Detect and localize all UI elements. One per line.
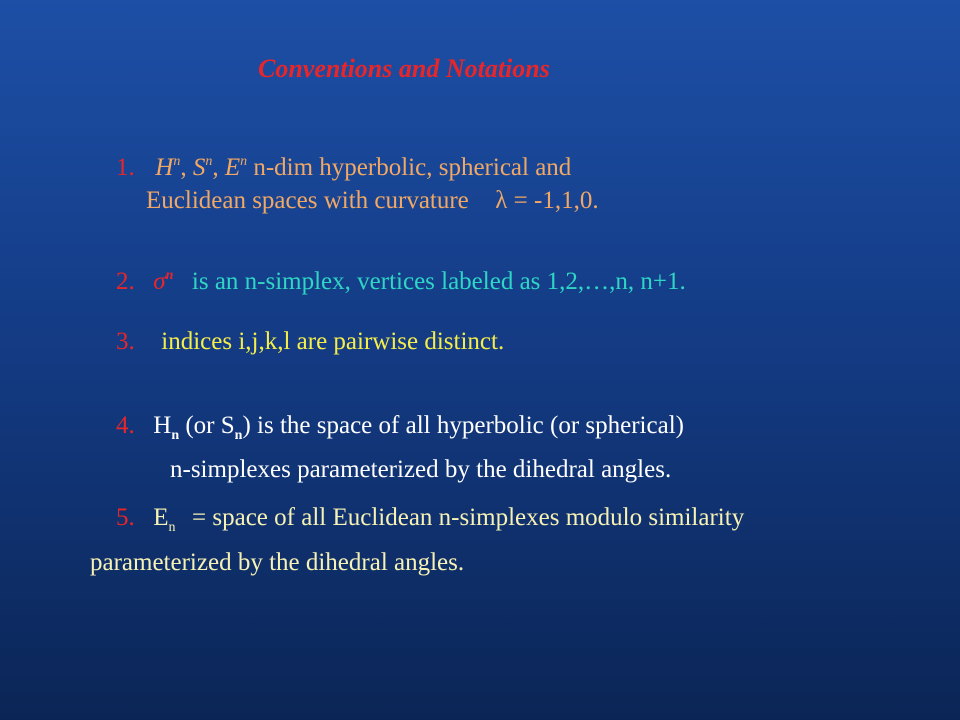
sigma-superscript: n (165, 268, 174, 283)
item-5-text-b: parameterized by the dihedral angles. (90, 549, 465, 576)
s-symbol: S (192, 154, 206, 181)
e-subscript: n (168, 520, 176, 535)
item-5-number: 5. (116, 504, 135, 531)
item-1-number: 1. (116, 154, 135, 181)
e-superscript: n (240, 154, 248, 169)
lambda-symbol: λ (495, 187, 508, 214)
item-4-line-2 (170, 455, 671, 485)
e-symbol: E (224, 154, 241, 181)
h-superscript: n (173, 154, 181, 169)
s-subscript: n (234, 428, 243, 443)
item-1-text-a: n-dim hyperbolic, spherical and (253, 154, 572, 181)
item-1-line-2 (146, 186, 599, 216)
item-1-line-1 (116, 147, 571, 183)
item-2-text-b: vertices labeled as 1,2,…,n, n+1. (357, 268, 686, 295)
item-5-text-a: = space of all Euclidean n-simplexes modulo similarity (192, 504, 745, 531)
item-2-text-a: is an n-simplex, (191, 268, 351, 295)
sigma-glyph: σ (153, 268, 166, 295)
item-2-line (116, 261, 686, 297)
separator: , (180, 154, 193, 181)
item-3-line (116, 327, 504, 357)
item-4-text-a: ) is the space of all hyperbolic (or spherical) (242, 412, 684, 439)
item-4-number: 4. (116, 412, 135, 439)
item-1-text-c: = -1,1,0. (513, 187, 599, 214)
h-symbol: H (155, 154, 174, 181)
sigma-symbol (153, 268, 173, 295)
item-1-text-b: Euclidean spaces with curvature (146, 187, 469, 214)
item-4-text-b: n-simplexes parameterized by the dihedral angles. (170, 456, 672, 483)
item-3-text: indices i,j,k,l are pairwise distinct. (161, 328, 505, 355)
item-3-number: 3. (116, 328, 135, 355)
separator: , (212, 154, 225, 181)
item-4-line-1 (116, 411, 684, 451)
item-4-mid: (or S (185, 412, 235, 439)
h-subscript: n (171, 428, 180, 443)
item-5-line-1 (116, 503, 744, 543)
item-5-line-2 (90, 548, 464, 578)
e-symbol: E (153, 504, 169, 531)
s-superscript: n (205, 154, 213, 169)
slide-title: Conventions and Notations (258, 54, 550, 83)
item-2-number: 2. (116, 268, 135, 295)
h-symbol: H (153, 412, 172, 439)
